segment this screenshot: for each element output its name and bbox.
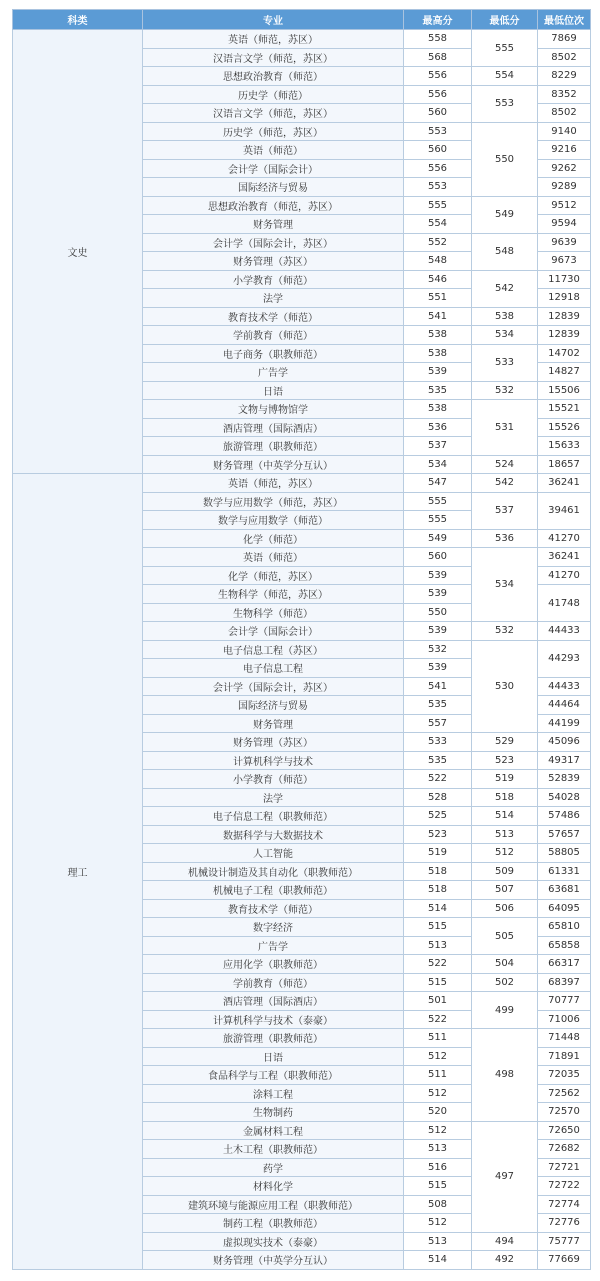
max-score-cell: 522 <box>404 770 472 789</box>
min-rank-cell: 44433 <box>538 622 591 641</box>
min-score-cell: 532 <box>472 622 538 641</box>
min-score-cell: 502 <box>472 973 538 992</box>
max-score-cell: 541 <box>404 307 472 326</box>
min-rank-cell: 61331 <box>538 862 591 881</box>
min-score-cell: 509 <box>472 862 538 881</box>
max-score-cell: 518 <box>404 881 472 900</box>
major-cell: 涂料工程 <box>143 1084 404 1103</box>
max-score-cell: 519 <box>404 844 472 863</box>
min-score-cell: 542 <box>472 270 538 307</box>
major-cell: 旅游管理（职教师范） <box>143 437 404 456</box>
max-score-cell: 537 <box>404 437 472 456</box>
max-score-cell: 560 <box>404 104 472 123</box>
max-score-cell: 511 <box>404 1029 472 1048</box>
min-rank-cell: 11730 <box>538 270 591 289</box>
min-rank-cell: 9262 <box>538 159 591 178</box>
min-rank-cell: 52839 <box>538 770 591 789</box>
major-cell: 旅游管理（职教师范） <box>143 1029 404 1048</box>
max-score-cell: 556 <box>404 159 472 178</box>
max-score-cell: 514 <box>404 899 472 918</box>
major-cell: 材料化学 <box>143 1177 404 1196</box>
max-score-cell: 541 <box>404 677 472 696</box>
max-score-cell: 528 <box>404 788 472 807</box>
min-score-cell: 537 <box>472 492 538 529</box>
min-score-cell: 553 <box>472 85 538 122</box>
major-cell: 财务管理（苏区） <box>143 733 404 752</box>
max-score-cell: 516 <box>404 1158 472 1177</box>
table-row <box>13 30 591 49</box>
major-cell: 化学（师范，苏区） <box>143 566 404 585</box>
min-rank-cell: 63681 <box>538 881 591 900</box>
min-rank-cell: 75777 <box>538 1232 591 1251</box>
min-rank-cell: 49317 <box>538 751 591 770</box>
table-body <box>13 30 591 1270</box>
major-cell: 国际经济与贸易 <box>143 178 404 197</box>
major-cell: 英语（师范） <box>143 141 404 160</box>
max-score-cell: 546 <box>404 270 472 289</box>
major-cell: 数学与应用数学（师范，苏区） <box>143 492 404 511</box>
min-rank-cell: 8502 <box>538 104 591 123</box>
min-rank-cell: 58805 <box>538 844 591 863</box>
major-cell: 学前教育（师范） <box>143 973 404 992</box>
major-cell: 虚拟现实技术（泰豪） <box>143 1232 404 1251</box>
min-rank-cell: 72650 <box>538 1121 591 1140</box>
min-rank-cell: 72722 <box>538 1177 591 1196</box>
min-score-cell: 534 <box>472 548 538 622</box>
max-score-cell: 515 <box>404 973 472 992</box>
min-score-cell: 530 <box>472 640 538 733</box>
max-score-cell: 568 <box>404 48 472 67</box>
major-cell: 小学教育（师范） <box>143 270 404 289</box>
major-cell: 会计学（国际会计，苏区） <box>143 677 404 696</box>
max-score-cell: 514 <box>404 1251 472 1270</box>
min-rank-cell: 9216 <box>538 141 591 160</box>
max-score-cell: 535 <box>404 381 472 400</box>
max-score-cell: 550 <box>404 603 472 622</box>
min-score-cell: 513 <box>472 825 538 844</box>
header-min-rank: 最低位次 <box>538 10 591 30</box>
major-cell: 酒店管理（国际酒店） <box>143 992 404 1011</box>
header-category: 科类 <box>13 10 143 30</box>
min-rank-cell: 72721 <box>538 1158 591 1177</box>
major-cell: 数学与应用数学（师范） <box>143 511 404 530</box>
max-score-cell: 511 <box>404 1066 472 1085</box>
major-cell: 金属材料工程 <box>143 1121 404 1140</box>
major-cell: 法学 <box>143 788 404 807</box>
min-score-cell: 507 <box>472 881 538 900</box>
min-score-cell: 532 <box>472 381 538 400</box>
min-rank-cell: 57486 <box>538 807 591 826</box>
major-cell: 生物科学（师范，苏区） <box>143 585 404 604</box>
max-score-cell: 522 <box>404 955 472 974</box>
min-rank-cell: 12918 <box>538 289 591 308</box>
min-score-cell: 542 <box>472 474 538 493</box>
max-score-cell: 539 <box>404 363 472 382</box>
min-rank-cell: 9673 <box>538 252 591 271</box>
min-score-cell: 504 <box>472 955 538 974</box>
min-rank-cell: 64095 <box>538 899 591 918</box>
max-score-cell: 538 <box>404 326 472 345</box>
min-rank-cell: 44293 <box>538 640 591 677</box>
min-rank-cell: 71448 <box>538 1029 591 1048</box>
category-cell: 文史 <box>13 30 143 474</box>
min-score-cell: 505 <box>472 918 538 955</box>
max-score-cell: 501 <box>404 992 472 1011</box>
max-score-cell: 515 <box>404 1177 472 1196</box>
major-cell: 药学 <box>143 1158 404 1177</box>
major-cell: 生物制药 <box>143 1103 404 1122</box>
min-rank-cell: 65810 <box>538 918 591 937</box>
max-score-cell: 512 <box>404 1084 472 1103</box>
min-rank-cell: 54028 <box>538 788 591 807</box>
major-cell: 电子信息工程 <box>143 659 404 678</box>
major-cell: 电子信息工程（苏区） <box>143 640 404 659</box>
max-score-cell: 560 <box>404 548 472 567</box>
major-cell: 广告学 <box>143 363 404 382</box>
max-score-cell: 555 <box>404 196 472 215</box>
major-cell: 建筑环境与能源应用工程（职教师范） <box>143 1195 404 1214</box>
major-cell: 财务管理（中英学分互认） <box>143 1251 404 1270</box>
max-score-cell: 539 <box>404 622 472 641</box>
min-rank-cell: 9512 <box>538 196 591 215</box>
min-score-cell: 548 <box>472 233 538 270</box>
min-rank-cell: 15526 <box>538 418 591 437</box>
major-cell: 英语（师范，苏区） <box>143 30 404 49</box>
major-cell: 生物科学（师范） <box>143 603 404 622</box>
table-row <box>13 474 591 493</box>
max-score-cell: 518 <box>404 862 472 881</box>
min-score-cell: 512 <box>472 844 538 863</box>
max-score-cell: 539 <box>404 659 472 678</box>
max-score-cell: 551 <box>404 289 472 308</box>
max-score-cell: 535 <box>404 751 472 770</box>
major-cell: 土木工程（职教师范） <box>143 1140 404 1159</box>
min-rank-cell: 68397 <box>538 973 591 992</box>
max-score-cell: 539 <box>404 585 472 604</box>
min-rank-cell: 44464 <box>538 696 591 715</box>
major-cell: 数据科学与大数据技术 <box>143 825 404 844</box>
major-cell: 历史学（师范） <box>143 85 404 104</box>
min-rank-cell: 71891 <box>538 1047 591 1066</box>
admission-score-table <box>12 9 591 1270</box>
min-rank-cell: 15633 <box>538 437 591 456</box>
major-cell: 财务管理（中英学分互认） <box>143 455 404 474</box>
min-score-cell: 506 <box>472 899 538 918</box>
max-score-cell: 548 <box>404 252 472 271</box>
min-rank-cell: 72035 <box>538 1066 591 1085</box>
major-cell: 思想政治教育（师范） <box>143 67 404 86</box>
min-score-cell: 529 <box>472 733 538 752</box>
min-score-cell: 494 <box>472 1232 538 1251</box>
min-rank-cell: 72774 <box>538 1195 591 1214</box>
major-cell: 教育技术学（师范） <box>143 899 404 918</box>
min-score-cell: 538 <box>472 307 538 326</box>
major-cell: 应用化学（职教师范） <box>143 955 404 974</box>
min-rank-cell: 70777 <box>538 992 591 1011</box>
max-score-cell: 523 <box>404 825 472 844</box>
max-score-cell: 539 <box>404 566 472 585</box>
min-score-cell: 492 <box>472 1251 538 1270</box>
min-score-cell: 499 <box>472 992 538 1029</box>
min-score-cell: 523 <box>472 751 538 770</box>
min-rank-cell: 8229 <box>538 67 591 86</box>
min-rank-cell: 39461 <box>538 492 591 529</box>
min-score-cell: 554 <box>472 67 538 86</box>
major-cell: 制药工程（职教师范） <box>143 1214 404 1233</box>
major-cell: 广告学 <box>143 936 404 955</box>
max-score-cell: 547 <box>404 474 472 493</box>
major-cell: 日语 <box>143 1047 404 1066</box>
min-rank-cell: 72562 <box>538 1084 591 1103</box>
min-score-cell: 514 <box>472 807 538 826</box>
max-score-cell: 556 <box>404 67 472 86</box>
major-cell: 数字经济 <box>143 918 404 937</box>
min-rank-cell: 44199 <box>538 714 591 733</box>
major-cell: 食品科学与工程（职教师范） <box>143 1066 404 1085</box>
min-rank-cell: 9289 <box>538 178 591 197</box>
min-rank-cell: 15506 <box>538 381 591 400</box>
max-score-cell: 525 <box>404 807 472 826</box>
max-score-cell: 558 <box>404 30 472 49</box>
max-score-cell: 538 <box>404 400 472 419</box>
major-cell: 学前教育（师范） <box>143 326 404 345</box>
max-score-cell: 536 <box>404 418 472 437</box>
min-rank-cell: 9639 <box>538 233 591 252</box>
header-major: 专业 <box>143 10 404 30</box>
min-score-cell: 524 <box>472 455 538 474</box>
min-rank-cell: 65858 <box>538 936 591 955</box>
min-score-cell: 518 <box>472 788 538 807</box>
major-cell: 英语（师范，苏区） <box>143 474 404 493</box>
major-cell: 会计学（国际会计，苏区） <box>143 233 404 252</box>
min-score-cell: 497 <box>472 1121 538 1232</box>
major-cell: 酒店管理（国际酒店） <box>143 418 404 437</box>
max-score-cell: 552 <box>404 233 472 252</box>
min-rank-cell: 12839 <box>538 326 591 345</box>
major-cell: 英语（师范） <box>143 548 404 567</box>
min-score-cell: 531 <box>472 400 538 456</box>
max-score-cell: 535 <box>404 696 472 715</box>
max-score-cell: 513 <box>404 1232 472 1251</box>
min-rank-cell: 57657 <box>538 825 591 844</box>
min-score-cell: 555 <box>472 30 538 67</box>
max-score-cell: 555 <box>404 492 472 511</box>
header-min-score: 最低分 <box>472 10 538 30</box>
major-cell: 会计学（国际会计） <box>143 159 404 178</box>
min-rank-cell: 72570 <box>538 1103 591 1122</box>
min-rank-cell: 41270 <box>538 529 591 548</box>
max-score-cell: 512 <box>404 1047 472 1066</box>
major-cell: 会计学（国际会计） <box>143 622 404 641</box>
min-rank-cell: 44433 <box>538 677 591 696</box>
min-rank-cell: 18657 <box>538 455 591 474</box>
min-rank-cell: 15521 <box>538 400 591 419</box>
max-score-cell: 513 <box>404 1140 472 1159</box>
max-score-cell: 533 <box>404 733 472 752</box>
major-cell: 电子信息工程（职教师范） <box>143 807 404 826</box>
min-rank-cell: 8502 <box>538 48 591 67</box>
major-cell: 文物与博物馆学 <box>143 400 404 419</box>
min-rank-cell: 12839 <box>538 307 591 326</box>
major-cell: 财务管理 <box>143 714 404 733</box>
max-score-cell: 512 <box>404 1121 472 1140</box>
min-score-cell: 533 <box>472 344 538 381</box>
major-cell: 计算机科学与技术（泰豪） <box>143 1010 404 1029</box>
min-rank-cell: 41748 <box>538 585 591 622</box>
min-rank-cell: 36241 <box>538 474 591 493</box>
min-rank-cell: 71006 <box>538 1010 591 1029</box>
major-cell: 机械电子工程（职教师范） <box>143 881 404 900</box>
min-rank-cell: 7869 <box>538 30 591 49</box>
max-score-cell: 532 <box>404 640 472 659</box>
min-rank-cell: 9140 <box>538 122 591 141</box>
major-cell: 日语 <box>143 381 404 400</box>
major-cell: 财务管理（苏区） <box>143 252 404 271</box>
major-cell: 汉语言文学（师范，苏区） <box>143 48 404 67</box>
major-cell: 电子商务（职教师范） <box>143 344 404 363</box>
max-score-cell: 522 <box>404 1010 472 1029</box>
min-rank-cell: 8352 <box>538 85 591 104</box>
max-score-cell: 557 <box>404 714 472 733</box>
major-cell: 财务管理 <box>143 215 404 234</box>
max-score-cell: 513 <box>404 936 472 955</box>
max-score-cell: 508 <box>404 1195 472 1214</box>
major-cell: 人工智能 <box>143 844 404 863</box>
table-header-row <box>13 10 591 30</box>
category-cell: 理工 <box>13 474 143 1270</box>
min-rank-cell: 14702 <box>538 344 591 363</box>
min-rank-cell: 36241 <box>538 548 591 567</box>
min-rank-cell: 9594 <box>538 215 591 234</box>
max-score-cell: 549 <box>404 529 472 548</box>
major-cell: 历史学（师范，苏区） <box>143 122 404 141</box>
max-score-cell: 512 <box>404 1214 472 1233</box>
major-cell: 机械设计制造及其自动化（职教师范） <box>143 862 404 881</box>
header-max-score: 最高分 <box>404 10 472 30</box>
max-score-cell: 538 <box>404 344 472 363</box>
max-score-cell: 520 <box>404 1103 472 1122</box>
major-cell: 国际经济与贸易 <box>143 696 404 715</box>
major-cell: 汉语言文学（师范，苏区） <box>143 104 404 123</box>
major-cell: 小学教育（师范） <box>143 770 404 789</box>
max-score-cell: 553 <box>404 122 472 141</box>
min-rank-cell: 72682 <box>538 1140 591 1159</box>
min-score-cell: 519 <box>472 770 538 789</box>
admission-score-table-container <box>12 9 591 1270</box>
max-score-cell: 556 <box>404 85 472 104</box>
major-cell: 教育技术学（师范） <box>143 307 404 326</box>
major-cell: 计算机科学与技术 <box>143 751 404 770</box>
min-score-cell: 498 <box>472 1029 538 1122</box>
min-rank-cell: 14827 <box>538 363 591 382</box>
max-score-cell: 515 <box>404 918 472 937</box>
major-cell: 思想政治教育（师范，苏区） <box>143 196 404 215</box>
min-rank-cell: 45096 <box>538 733 591 752</box>
min-rank-cell: 72776 <box>538 1214 591 1233</box>
min-rank-cell: 77669 <box>538 1251 591 1270</box>
min-score-cell: 536 <box>472 529 538 548</box>
min-score-cell: 534 <box>472 326 538 345</box>
max-score-cell: 553 <box>404 178 472 197</box>
min-score-cell: 550 <box>472 122 538 196</box>
major-cell: 法学 <box>143 289 404 308</box>
max-score-cell: 554 <box>404 215 472 234</box>
max-score-cell: 555 <box>404 511 472 530</box>
min-score-cell: 549 <box>472 196 538 233</box>
min-rank-cell: 66317 <box>538 955 591 974</box>
min-rank-cell: 41270 <box>538 566 591 585</box>
max-score-cell: 560 <box>404 141 472 160</box>
max-score-cell: 534 <box>404 455 472 474</box>
major-cell: 化学（师范） <box>143 529 404 548</box>
